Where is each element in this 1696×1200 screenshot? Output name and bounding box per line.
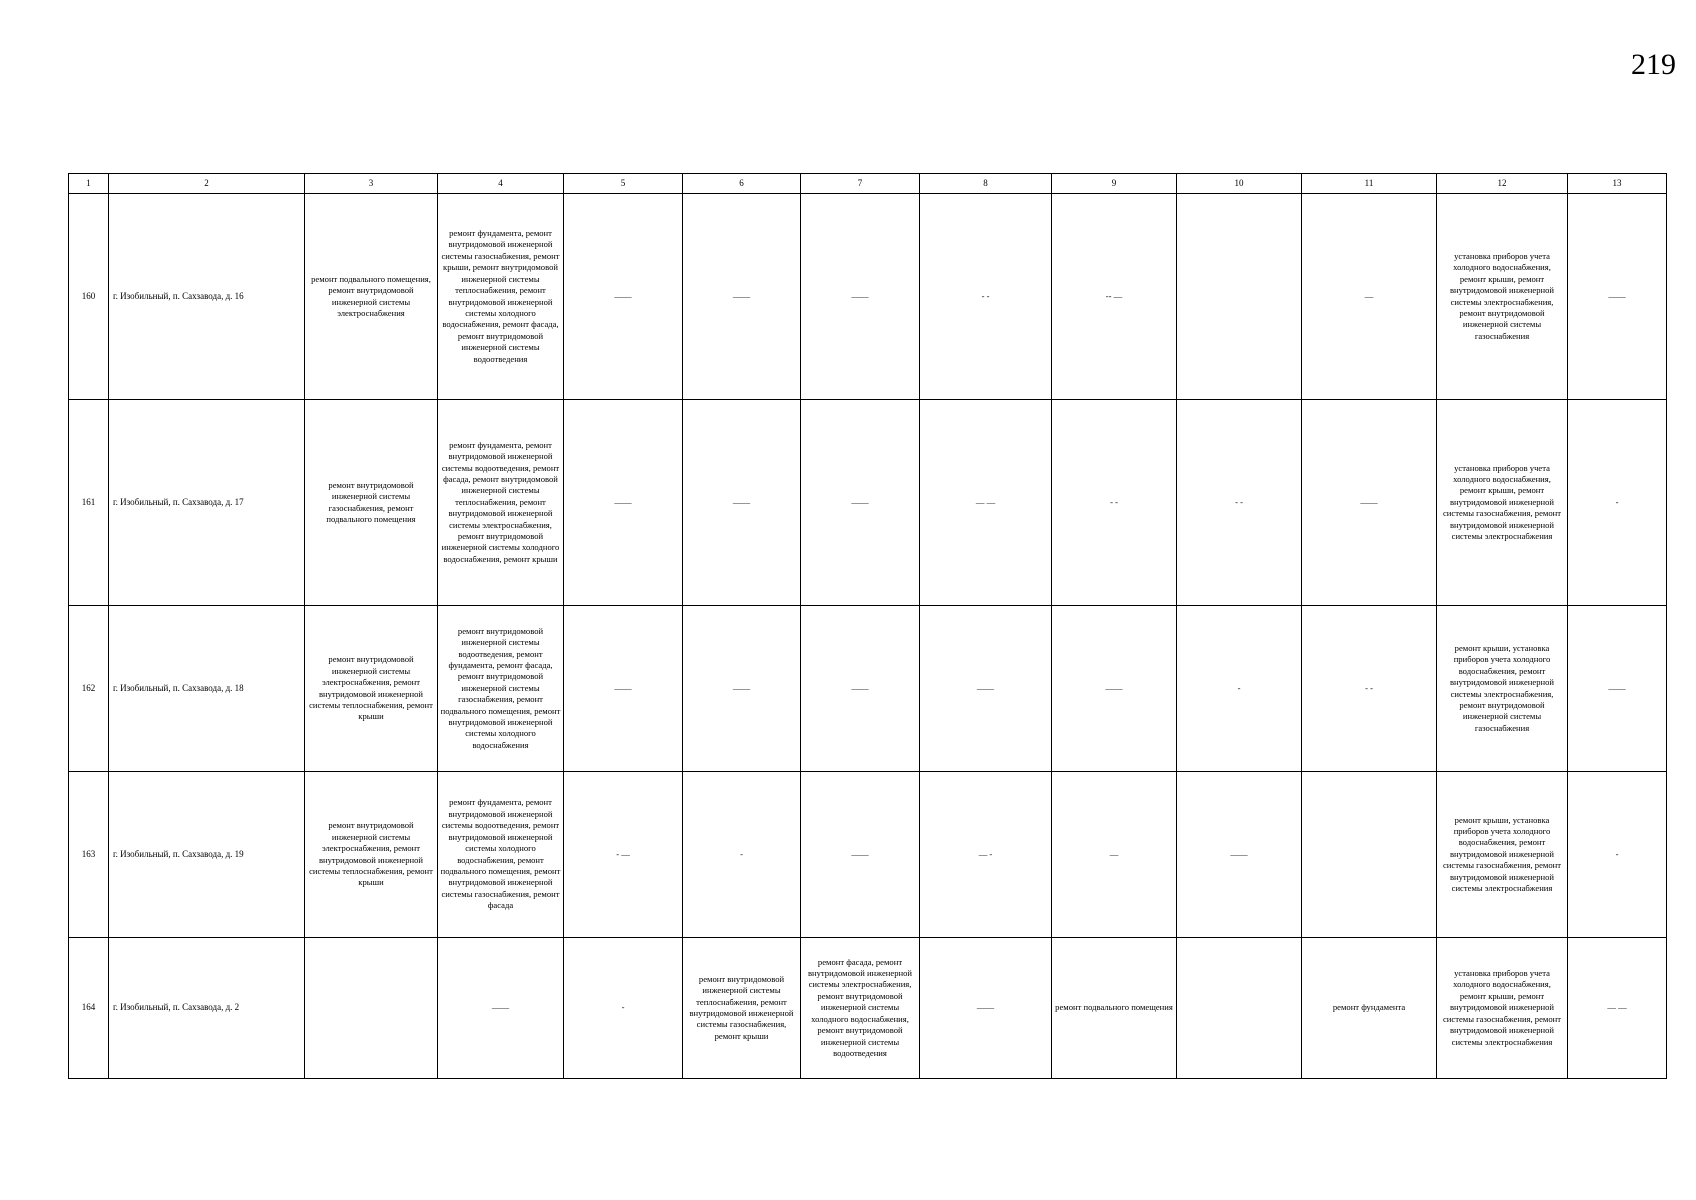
- table-cell: -: [683, 772, 801, 938]
- address-cell: г. Изобильный, п. Сахзавода, д. 17: [109, 400, 305, 606]
- page-number: 219: [1631, 48, 1676, 81]
- row-number: 163: [69, 772, 109, 938]
- column-header: 10: [1177, 174, 1302, 194]
- table-cell: ——: [438, 938, 564, 1079]
- table-cell: -: [1177, 606, 1302, 772]
- table-cell: ——: [801, 772, 920, 938]
- table-cell: [1177, 938, 1302, 1079]
- table-cell: ——: [801, 606, 920, 772]
- table-cell: ремонт фундамента, ремонт внутридомовой инженерной системы газоснабжения, ремонт крыши, ремонт внутридомовой инженерной системы теплоснабжения, ремонт внутридомовой инженерной системы холодного водоснабжения, ремонт фасада, ремонт внутридомовой инженерной системы водоотведения: [438, 194, 564, 400]
- table-row: [69, 772, 1667, 938]
- table-cell: ——: [801, 400, 920, 606]
- table-cell: — —: [1568, 938, 1667, 1079]
- table-cell: ремонт фундамента, ремонт внутридомовой инженерной системы водоотведения, ремонт внутридомовой инженерной системы холодного водоснабжения, ремонт подвального помещения, ремонт внутридомовой инженерной системы газоснабжения, ремонт фасада: [438, 772, 564, 938]
- table-cell: ремонт внутридомовой инженерной системы газоснабжения, ремонт подвального помещения: [305, 400, 438, 606]
- address-cell: г. Изобильный, п. Сахзавода, д. 2: [109, 938, 305, 1079]
- column-header: 4: [438, 174, 564, 194]
- table-cell: —: [1302, 194, 1437, 400]
- table-cell: ремонт фундамента: [1302, 938, 1437, 1079]
- table-cell: -: [564, 938, 683, 1079]
- table-cell: -: [1568, 772, 1667, 938]
- table-cell: - -: [1302, 606, 1437, 772]
- table-cell: — —: [920, 400, 1052, 606]
- table-cell: ремонт внутридомовой инженерной системы электроснабжения, ремонт внутридомовой инженерной системы теплоснабжения, ремонт крыши: [305, 772, 438, 938]
- table-cell: —: [1052, 772, 1177, 938]
- table-cell: - -: [920, 194, 1052, 400]
- column-header: 7: [801, 174, 920, 194]
- table-cell: установка приборов учета холодного водоснабжения, ремонт крыши, ремонт внутридомовой инженерной системы газоснабжения, ремонт внутридомовой инженерной системы электроснабжения: [1437, 400, 1568, 606]
- table-cell: -: [1568, 400, 1667, 606]
- table-cell: - -: [1052, 400, 1177, 606]
- table-cell: ремонт подвального помещения: [1052, 938, 1177, 1079]
- table-cell: ремонт фасада, ремонт внутридомовой инженерной системы электроснабжения, ремонт внутридомовой инженерной системы холодного водоснабжения, ремонт внутридомовой инженерной системы водоотведения: [801, 938, 920, 1079]
- column-header: 3: [305, 174, 438, 194]
- table-cell: ——: [801, 194, 920, 400]
- table-row: [69, 400, 1667, 606]
- table-cell: установка приборов учета холодного водоснабжения, ремонт крыши, ремонт внутридомовой инженерной системы газоснабжения, ремонт внутридомовой инженерной системы электроснабжения: [1437, 938, 1568, 1079]
- row-number: 164: [69, 938, 109, 1079]
- row-number: 162: [69, 606, 109, 772]
- row-number: 161: [69, 400, 109, 606]
- table-cell: - -: [1177, 400, 1302, 606]
- table-cell: ——: [1302, 400, 1437, 606]
- table-cell: ——: [1052, 606, 1177, 772]
- table-cell: установка приборов учета холодного водоснабжения, ремонт крыши, ремонт внутридомовой инженерной системы электроснабжения, ремонт внутридомовой инженерной системы газоснабжения: [1437, 194, 1568, 400]
- table-cell: ремонт подвального помещения, ремонт внутридомовой инженерной системы электроснабжения: [305, 194, 438, 400]
- table-cell: — -: [920, 772, 1052, 938]
- table-cell: ——: [683, 606, 801, 772]
- row-number: 160: [69, 194, 109, 400]
- table-row: [69, 938, 1667, 1079]
- table-cell: [1302, 772, 1437, 938]
- column-header: 6: [683, 174, 801, 194]
- table-cell: ремонт фундамента, ремонт внутридомовой инженерной системы водоотведения, ремонт фасада, ремонт внутридомовой инженерной системы теплоснабжения, ремонт внутридомовой инженерной системы электроснабжения, ремонт внутридомовой инженерной системы холодного водоснабжения, ремонт крыши: [438, 400, 564, 606]
- table-cell: ——: [1568, 606, 1667, 772]
- column-header: 11: [1302, 174, 1437, 194]
- table-cell: ремонт внутридомовой инженерной системы электроснабжения, ремонт внутридомовой инженерной системы теплоснабжения, ремонт крыши: [305, 606, 438, 772]
- address-cell: г. Изобильный, п. Сахзавода, д. 16: [109, 194, 305, 400]
- repair-plan-table: [68, 173, 1667, 1079]
- table-cell: ремонт внутридомовой инженерной системы теплоснабжения, ремонт внутридомовой инженерной системы газоснабжения, ремонт крыши: [683, 938, 801, 1079]
- column-header: 12: [1437, 174, 1568, 194]
- column-header: 13: [1568, 174, 1667, 194]
- table-cell: ——: [920, 606, 1052, 772]
- table-cell: ——: [1568, 194, 1667, 400]
- table-cell: ——: [920, 938, 1052, 1079]
- column-header: 2: [109, 174, 305, 194]
- table-cell: ——: [564, 194, 683, 400]
- table-cell: ——: [683, 400, 801, 606]
- table-cell: ремонт крыши, установка приборов учета холодного водоснабжения, ремонт внутридомовой инженерной системы электроснабжения, ремонт внутридомовой инженерной системы газоснабжения: [1437, 606, 1568, 772]
- table-cell: ——: [683, 194, 801, 400]
- table-cell: ——: [1177, 772, 1302, 938]
- table-cell: ремонт крыши, установка приборов учета холодного водоснабжения, ремонт внутридомовой инженерной системы газоснабжения, ремонт внутридомовой инженерной системы электроснабжения: [1437, 772, 1568, 938]
- address-cell: г. Изобильный, п. Сахзавода, д. 18: [109, 606, 305, 772]
- table-cell: [1177, 194, 1302, 400]
- table-row: [69, 194, 1667, 400]
- column-header: 8: [920, 174, 1052, 194]
- table-row: [69, 606, 1667, 772]
- table-cell: [305, 938, 438, 1079]
- column-header: 9: [1052, 174, 1177, 194]
- table-cell: ремонт внутридомовой инженерной системы водоотведения, ремонт фундамента, ремонт фасада, ремонт внутридомовой инженерной системы газоснабжения, ремонт подвального помещения, ремонт внутридомовой инженерной системы холодного водоснабжения: [438, 606, 564, 772]
- address-cell: г. Изобильный, п. Сахзавода, д. 19: [109, 772, 305, 938]
- table-cell: ——: [564, 400, 683, 606]
- column-header: 5: [564, 174, 683, 194]
- column-header: 1: [69, 174, 109, 194]
- table-header-row: [69, 174, 1667, 194]
- table-cell: ——: [564, 606, 683, 772]
- table-cell: -- —: [1052, 194, 1177, 400]
- table-cell: - —: [564, 772, 683, 938]
